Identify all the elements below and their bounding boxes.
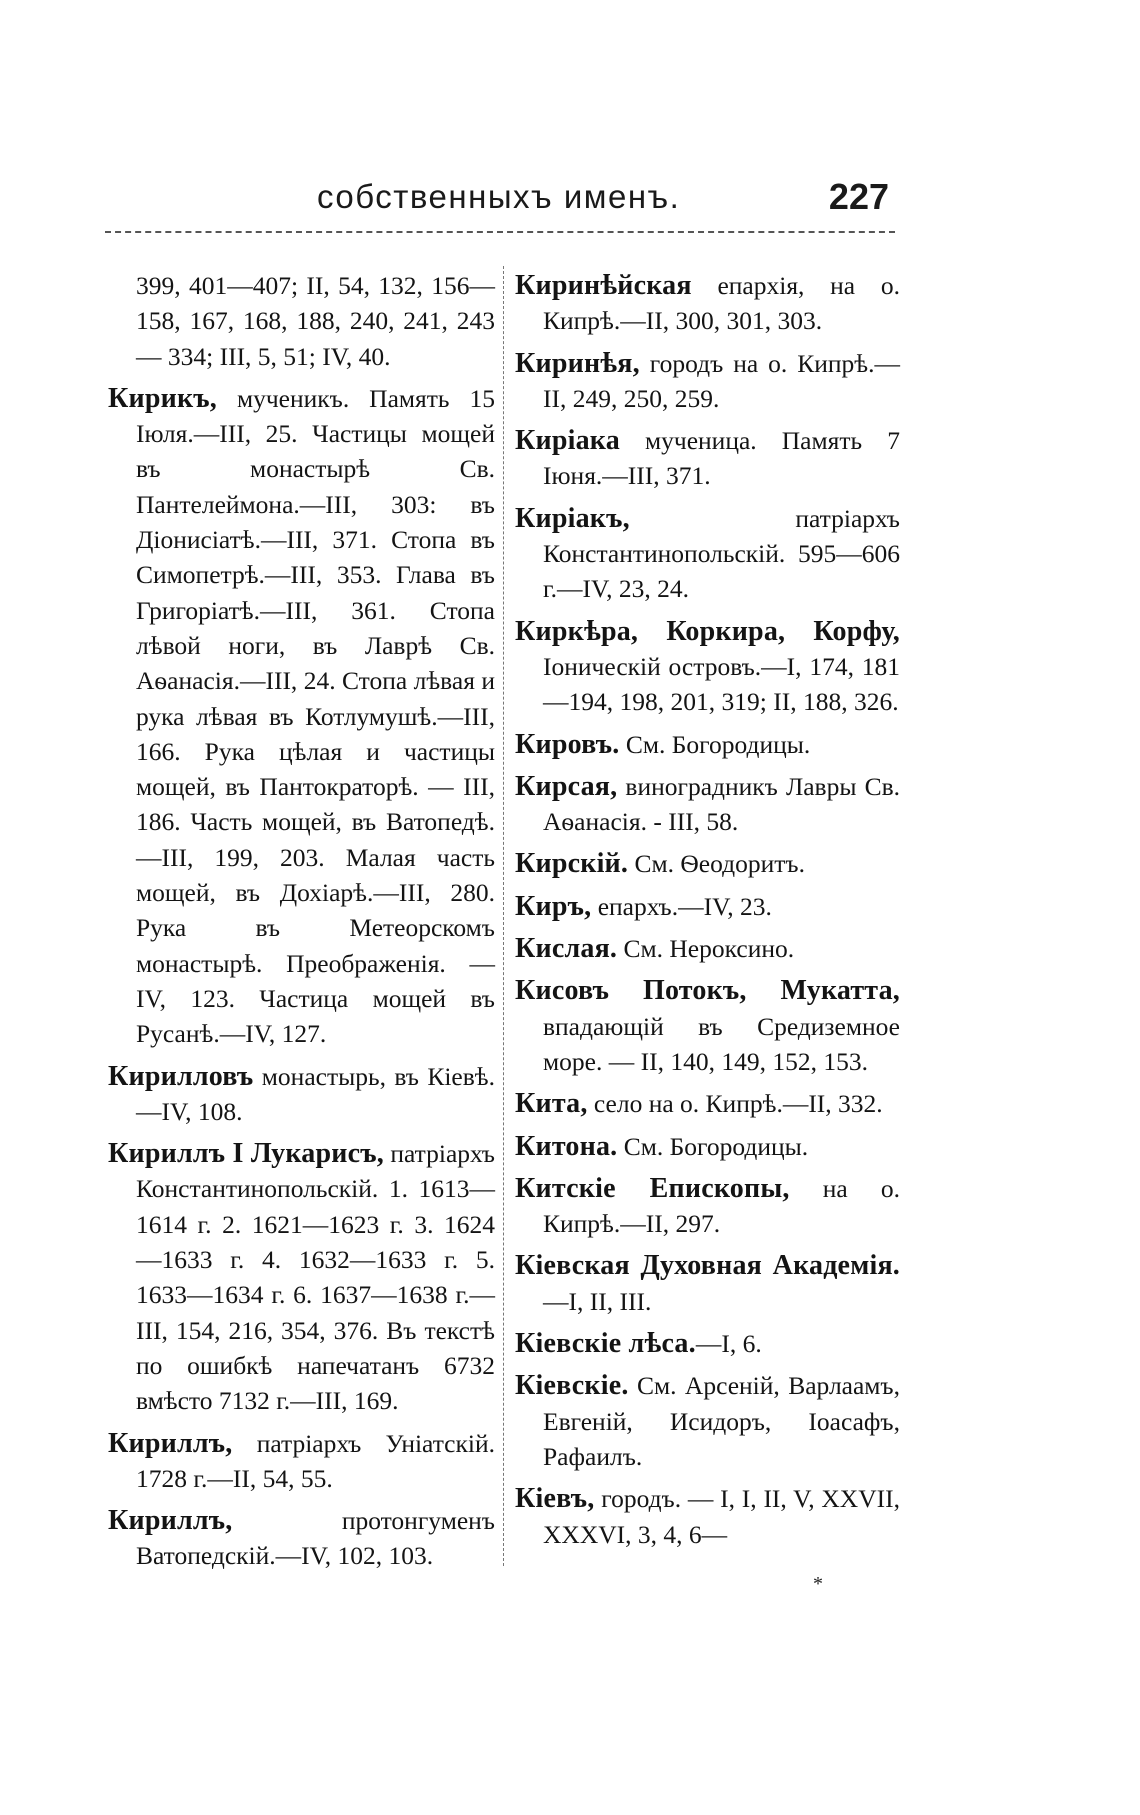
entry-text: патріархъ Уніатскій. 1728 г.—II, 54, 55. [136,1428,495,1493]
entry-headword: Кировъ. [515,728,620,760]
index-entry [108,1059,495,1130]
index-entry [515,1368,900,1474]
index-entry [515,889,900,924]
entry-text: епархія, на о. Кипрѣ.—II, 300, 301, 303. [543,271,900,336]
running-title: собственныхъ именъ. [317,178,681,215]
index-entry [108,1503,495,1574]
index-entry [515,973,900,1079]
signature-mark: * [813,1573,823,1595]
entry-text: —I, II, III. [543,1286,652,1316]
entry-text: протонгуменъ Ватопедскій.—IV, 102, 103. [136,1506,495,1571]
entry-text: См. Богородицы. [617,1131,809,1161]
index-entry [515,1171,900,1242]
index-entry [515,1481,900,1552]
entry-text: См. Арсеній, Варлаамъ, Евгеній, Исидоръ, Іоасафъ, Рафаилъ. [543,1371,900,1471]
index-entry [108,1136,495,1418]
index-entry [515,846,900,881]
entry-headword: Киріакъ, [515,502,630,534]
index-entry [108,381,495,1052]
index-entry [515,501,900,607]
header-rule [105,231,895,233]
left-column [108,268,495,1581]
entry-headword: Китона. [515,1130,618,1162]
entry-text: —I, 6. [695,1329,762,1359]
entry-headword: Кириллъ, [108,1427,233,1459]
entry-text: епархъ.—IV, 23. [591,891,772,921]
entry-text: 399, 401—407; II, 54, 132, 156—158, 167, 168, 188, 240, 241, 243 — 334; III, 5, 51; IV, 40. [136,271,495,371]
index-entry [515,727,900,762]
entry-headword: Кирскій. [515,848,629,880]
index-entry [108,268,495,374]
entry-headword: Китскіе Епископы, [515,1172,790,1204]
entry-text: См. Ѳеодоритъ. [628,849,805,879]
entry-headword: Кириллъ I Лукарисъ, [108,1138,384,1170]
index-entry [515,346,900,417]
index-entry [515,1326,900,1361]
entry-headword: Киріака [515,425,620,457]
entry-headword: Кіевскіе. [515,1370,629,1402]
entry-headword: Кирсая, [515,770,618,802]
entry-headword: Киръ, [515,890,592,922]
entry-headword: Кирилловъ [108,1060,254,1092]
entry-headword: Кіевъ, [515,1483,595,1515]
index-entry [515,1086,900,1121]
entry-text: городъ на о. Кипрѣ.—II, 249, 250, 259. [543,348,900,413]
index-entry [515,769,900,840]
entry-headword: Киркѣра, Коркира, Корфу, [515,615,900,647]
index-entry [515,423,900,494]
index-entry [515,1129,900,1164]
entry-headword: Кириллъ, [108,1505,233,1537]
entry-headword: Кислая. [515,933,618,965]
entry-headword: Киринѣйская [515,270,692,301]
index-entry [515,614,900,720]
index-entry [515,268,900,339]
index-entry [515,1248,900,1319]
page-number: 227 [828,176,889,217]
running-header [105,178,895,228]
entry-text: на о. Кипрѣ.—II, 297. [543,1173,901,1239]
entry-text: мученица. Память 7 Іюня.—III, 371. [543,426,900,491]
right-column [515,268,900,1559]
entry-headword: Кіевскіе лѣса. [515,1328,696,1360]
entry-text: мученикъ. Память 15 Іюля.—III, 25. Частицы мощей въ монастырѣ Св. Пантелеймона.—III, 303: въ Діонисіатѣ.—III, 371. Стопа въ Симопетрѣ.—III, 353. Глава въ Григоріатѣ.—III, 361. Стопа лѣвой ноги, въ Лаврѣ Св. Аѳанасія.—III, 24. Стопа лѣвая и рука лѣвая въ Котлумушѣ.—III, 166. Рука цѣлая и частицы мощей, въ Пантократорѣ. — III, 186. Часть мощей, въ Ватопедѣ.—III, 199, 203. Малая часть мощей, въ Дохіарѣ.—III, 280. Рука въ Метеорскомъ монастырѣ. Преображенія. — IV, 123. Частица мощей въ Русанѣ.—IV, 127. [136,383,495,1049]
entry-text: монастырь, въ Кіевѣ.—IV, 108. [136,1061,495,1126]
entry-headword: Кіевская Духовная Академія. [515,1250,900,1282]
entry-text: патріархъ Константинопольскій. 595—606 г.—IV, 23, 24. [543,503,900,604]
index-entry [515,931,900,966]
entry-text: виноградникъ Лавры Св. Аѳанасія. - III, 58. [543,771,900,837]
entry-text: село на о. Кипрѣ.—II, 332. [587,1089,883,1119]
column-separator [503,266,504,1566]
index-entry [108,1426,495,1497]
entry-text: Іоническій островъ.—I, 174, 181—194, 198, 201, 319; II, 188, 326. [543,651,900,717]
entry-text: См. Нероксино. [617,934,795,964]
entry-headword: Кирикъ, [108,382,217,414]
entry-headword: Киринѣя, [515,347,640,379]
entry-text: См. Богородицы. [619,729,811,759]
entry-text: городъ. — I, I, II, V, XXVII, XXXVI, 3, 4, 6— [543,1484,900,1549]
entry-headword: Кита, [515,1088,588,1120]
entry-headword: Кисовъ Потокъ, Мукатта, [515,975,900,1007]
entry-text: патріархъ Константинопольскій. 1. 1613—1614 г. 2. 1621—1623 г. 3. 1624—1633 г. 4. 1632—1633 г. 5. 1633—1634 г. 6. 1637—1638 г.—III, 154, 216, 354, 376. Въ текстѣ по ошибкѣ напечатанъ 6732 вмѣсто 7132 г.—III, 169. [136,1139,495,1416]
entry-text: впадающій въ Средиземное море. — II, 140, 149, 152, 153. [543,1011,900,1076]
